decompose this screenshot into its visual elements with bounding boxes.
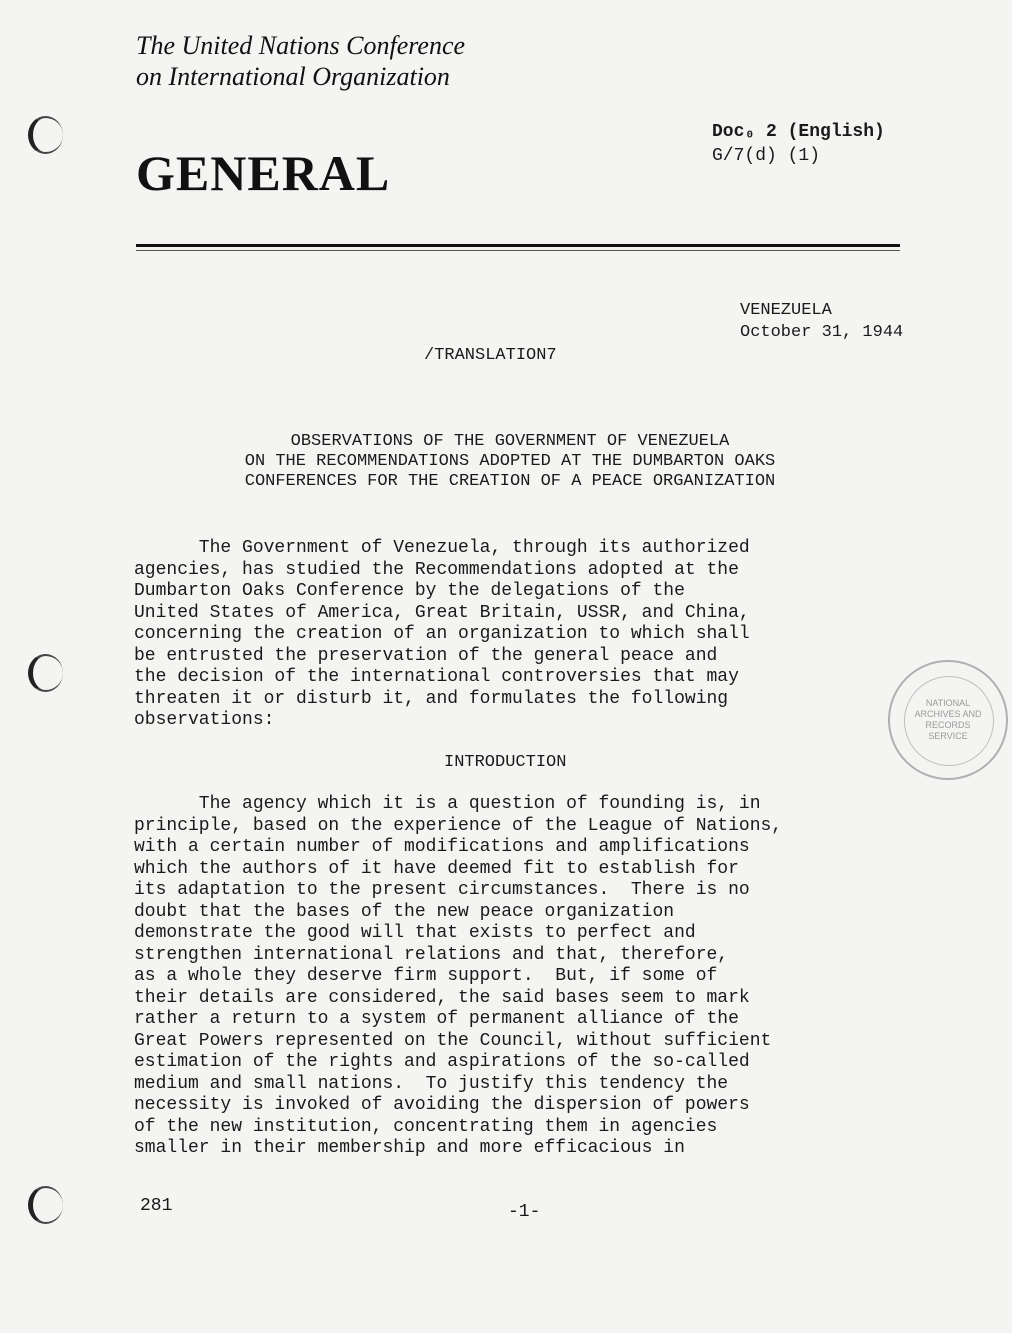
paragraph2-line: of the new institution, concentrating them in agencies: [134, 1116, 718, 1137]
stamp-line3: RECORDS: [925, 720, 971, 730]
paragraph2-line: strengthen international relations and that, therefore,: [134, 944, 729, 965]
paragraph2-line: rather a return to a system of permanent alliance of the: [134, 1009, 739, 1029]
translation-note: /TRANSLATION7: [424, 346, 557, 365]
archive-page-number: 281: [140, 1196, 173, 1216]
paragraph1-line: Dumbarton Oaks Conference by the delegations of the: [134, 581, 685, 601]
paragraph1-line: agencies, has studied the Recommendations adopted at the: [134, 559, 739, 580]
stamp-line1: NATIONAL: [925, 698, 971, 708]
punch-hole-top: [28, 116, 63, 154]
stamp-line4: SERVICE: [928, 731, 968, 741]
paragraph1-line: concerning the creation of an organization to which shall: [134, 624, 750, 644]
paragraph2-line: with a certain number of modifications and amplifications: [134, 837, 750, 857]
paragraph2-line: doubt that the bases of the new peace organization: [134, 901, 675, 922]
document-reference: [712, 120, 972, 168]
paragraph1-line: observations:: [134, 710, 275, 730]
paragraph2-line: principle, based on the experience of the League of Nations,: [134, 815, 783, 836]
archive-stamp: [888, 660, 1008, 780]
paragraph1-line: the decision of the international controversies that may: [134, 667, 739, 687]
stamp-line2: ARCHIVES AND: [914, 709, 982, 719]
title-line1: OBSERVATIONS OF THE GOVERNMENT OF VENEZUELA: [290, 432, 730, 451]
page-label: -1-: [508, 1202, 541, 1222]
paragraph2-line: necessity is invoked of avoiding the dispersion of powers: [134, 1095, 750, 1115]
paragraph2-line: Great Powers represented on the Council, without sufficient: [134, 1030, 772, 1051]
title-line2: ON THE RECOMMENDATIONS ADOPTED AT THE DUMBARTON OAKS: [244, 452, 776, 471]
category-heading: GENERAL: [136, 145, 391, 201]
paragraph2-line: their details are considered, the said bases seem to mark: [134, 987, 750, 1008]
doc-number: Doc₀ 2 (English): [712, 122, 885, 142]
doc-code: G/7(d) (1): [712, 146, 821, 166]
paragraph2-line: The agency which it is a question of founding is, in: [134, 794, 761, 814]
paragraph2-line: as a whole they deserve firm support. But, if some of: [134, 966, 718, 986]
paragraph1-line: The Government of Venezuela, through its authorized: [134, 538, 750, 558]
punch-hole-middle: [28, 654, 63, 692]
section-heading-introduction: INTRODUCTION: [444, 753, 567, 772]
conference-title: [136, 30, 596, 92]
paragraph1-line: threaten it or disturb it, and formulates the following: [134, 688, 729, 709]
punch-hole-bottom: [28, 1186, 63, 1224]
paragraph2-line: estimation of the rights and aspirations of the so-called: [134, 1052, 750, 1072]
paragraph2-line: which the authors of it have deemed fit to establish for: [134, 858, 739, 879]
header-rule-thin: [136, 250, 900, 251]
paragraph1-line: be entrusted the preservation of the general peace and: [134, 645, 718, 666]
paragraph-observations: [134, 538, 914, 732]
paragraph-introduction: [134, 794, 914, 1160]
conference-title-line2: on International Organization: [136, 62, 450, 91]
document-title: [140, 432, 880, 492]
header-rule: [136, 244, 900, 247]
date: October 31, 1944: [740, 323, 904, 342]
paragraph2-line: its adaptation to the present circumstances. There is no: [134, 880, 750, 900]
conference-title-line1: The United Nations Conference: [136, 31, 466, 60]
paragraph2-line: demonstrate the good will that exists to perfect and: [134, 923, 696, 943]
title-line3: CONFERENCES FOR THE CREATION OF A PEACE ORGANIZATION: [244, 472, 776, 491]
paragraph2-line: medium and small nations. To justify this tendency the: [134, 1073, 729, 1094]
country-date-block: [740, 300, 980, 344]
country: VENEZUELA: [740, 301, 832, 320]
paragraph2-line: smaller in their membership and more efficacious in: [134, 1138, 685, 1158]
paragraph1-line: United States of America, Great Britain, USSR, and China,: [134, 602, 750, 623]
